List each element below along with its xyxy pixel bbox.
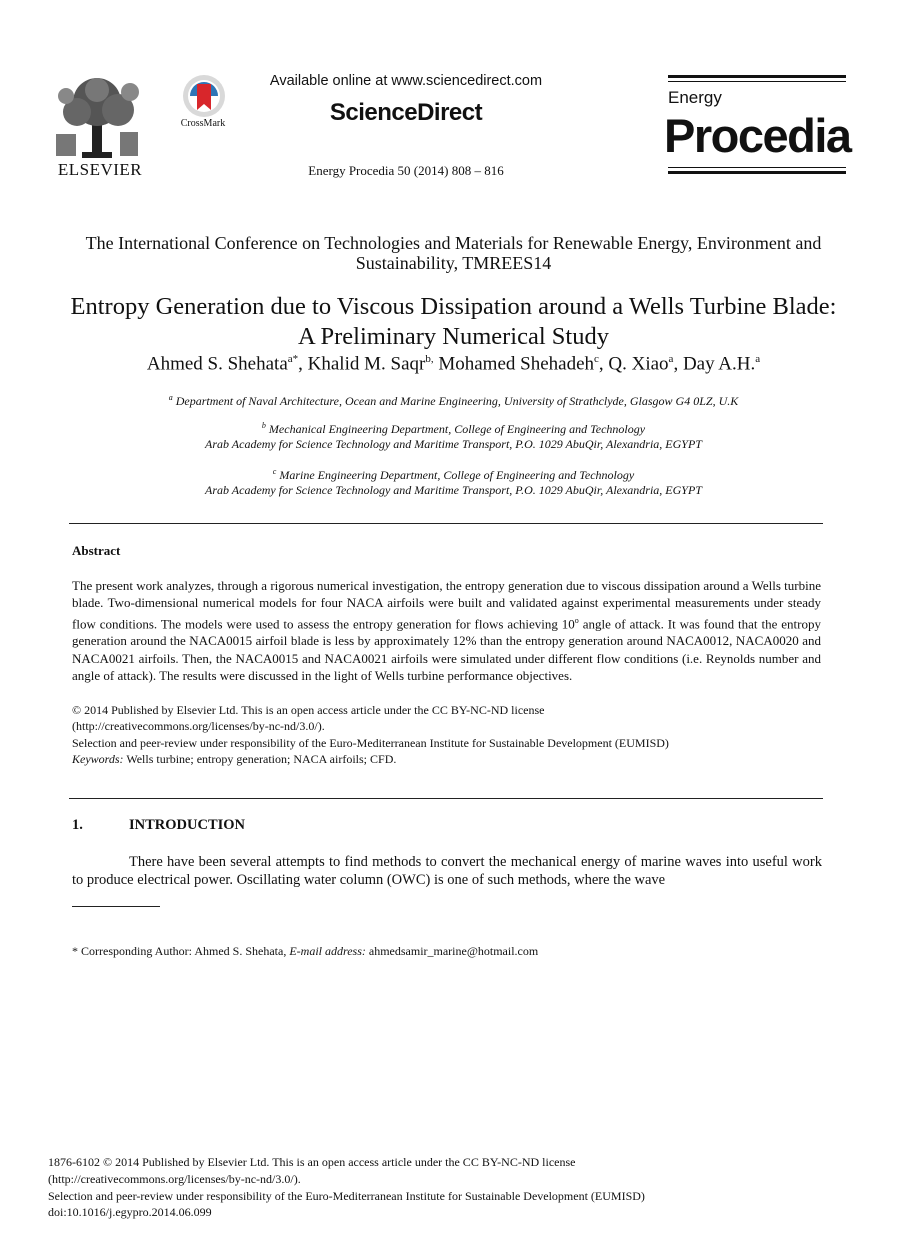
doi[interactable]: doi:10.1016/j.egypro.2014.06.099 [48, 1205, 212, 1219]
keywords-line: Keywords: Wells turbine; entropy generation; NACA airfoils; CFD. [72, 752, 397, 766]
author-name: Ahmed S. Shehata [146, 353, 288, 375]
bottom-license-link[interactable]: (http://creativecommons.org/licenses/by-nc-nd/3.0/). [48, 1172, 301, 1186]
procedia-top-rule-thin [668, 81, 846, 82]
author-affiliation-mark: c [594, 353, 599, 365]
license-statement: © 2014 Published by Elsevier Ltd. This is an open access article under the CC BY-NC-ND license [72, 703, 545, 717]
author-affiliation-mark: b, [425, 353, 434, 365]
journal-logo-procedia: Procedia [664, 109, 851, 162]
crossmark-label: CrossMark [180, 118, 226, 129]
issn-license-line: 1876-6102 © 2014 Published by Elsevier Ltd. This is an open access article under the CC BY-NC-ND license [48, 1155, 576, 1169]
author-list: Ahmed S. Shehata$^{a*}$, Khalid M. Saqr$^{b,}$ Mohamed Shehadeh$^c$, Q. Xiao$^a$, Day A.H.$^a$ [146, 353, 761, 375]
journal-reference: Energy Procedia 50 (2014) 808 – 816 [308, 163, 504, 178]
author-affiliation-mark: a [755, 353, 761, 365]
affiliation-a: $^a$ Department of Naval Architecture, Ocean and Marine Engineering, University of Strathclyde, Glasgow G4 0LZ, U.K [168, 393, 739, 408]
introduction-body: There have been several attempts to find methods to convert the mechanical energy of marine waves into useful work to produce electrical power. Oscillating water column (OWC) is one of such methods, where the wave [72, 854, 822, 888]
sciencedirect-wordmark: ScienceDirect [329, 99, 483, 126]
abstract-body: The present work analyzes, through a rigorous numerical investigation, the entropy generation due to viscous dissipation around a Wells turbine blade. Two-dimensional numerical models for four NACA airfoils were built and validated against experimental measurements under steady flow conditions. The models were used to assess the entropy generation for flows achieving 10$^o$ angle of attack. It was found that the entropy generation around the NACA0015 airfoil blade is less by approximately 12% than the entropy generation around NACA0012, NACA0020 and NACA0021 airfoils. Then, the NACA0015 and NACA0021 airfoils were simulated under different flow conditions (i.e. Reynolds number and angle of attack). The results were discussed in the light of Wells turbine performance objectives. [72, 578, 821, 683]
author-affiliation-mark: a [668, 353, 674, 365]
abstract-heading: Abstract [72, 543, 121, 558]
author-affiliation-mark: a* [287, 353, 299, 365]
procedia-top-rule [668, 75, 846, 78]
license-link[interactable]: (http://creativecommons.org/licenses/by-nc-nd/3.0/). [72, 719, 325, 733]
affiliation-b: $^b$ Mechanical Engineering Department, College of Engineering and Technology Arab Academy for Science Technology and Maritime Transport, P.O. 1029 AbuQir, Alexandria, EGYPT [205, 421, 702, 451]
section-number: 1. [72, 817, 83, 833]
available-online-text: Available online at www.sciencedirect.com [269, 73, 543, 89]
corresponding-author-footnote: * Corresponding Author: Ahmed S. Shehata, E-mail address: ahmedsamir_marine@hotmail.com [72, 944, 539, 958]
author-email[interactable]: ahmedsamir_marine@hotmail.com [365, 944, 539, 958]
section-divider [69, 798, 823, 799]
footnote-rule [72, 906, 160, 907]
bottom-peer-review: Selection and peer-review under responsibility of the Euro-Mediterranean Institute for Sustainable Development (EUMISD) [48, 1189, 645, 1203]
elsevier-wordmark: ELSEVIER [57, 160, 143, 179]
paper-title: Entropy Generation due to Viscous Dissipation around a Wells Turbine Blade: A Preliminary Numerical Study [70, 293, 837, 350]
peer-review-statement: Selection and peer-review under responsibility of the Euro-Mediterranean Institute for Sustainable Development (EUMISD) [72, 736, 669, 750]
author-name: Q. Xiao [608, 353, 669, 375]
section-heading: INTRODUCTION [129, 817, 246, 833]
affiliation-c: $^c$ Marine Engineering Department, College of Engineering and Technology Arab Academy for Science Technology and Maritime Transport, P.O. 1029 AbuQir, Alexandria, EGYPT [205, 467, 702, 497]
conference-name: The International Conference on Technologies and Materials for Renewable Energy, Environment and Sustainability, TMREES14 [85, 233, 822, 273]
author-name: Khalid M. Saqr [307, 353, 426, 375]
author-name: Day A.H. [682, 353, 756, 375]
procedia-bottom-rule-thin [668, 167, 846, 168]
section-divider [69, 523, 823, 524]
journal-logo-energy: Energy [668, 88, 722, 107]
procedia-bottom-rule [668, 171, 846, 174]
author-name: Mohamed Shehadeh [438, 353, 594, 375]
